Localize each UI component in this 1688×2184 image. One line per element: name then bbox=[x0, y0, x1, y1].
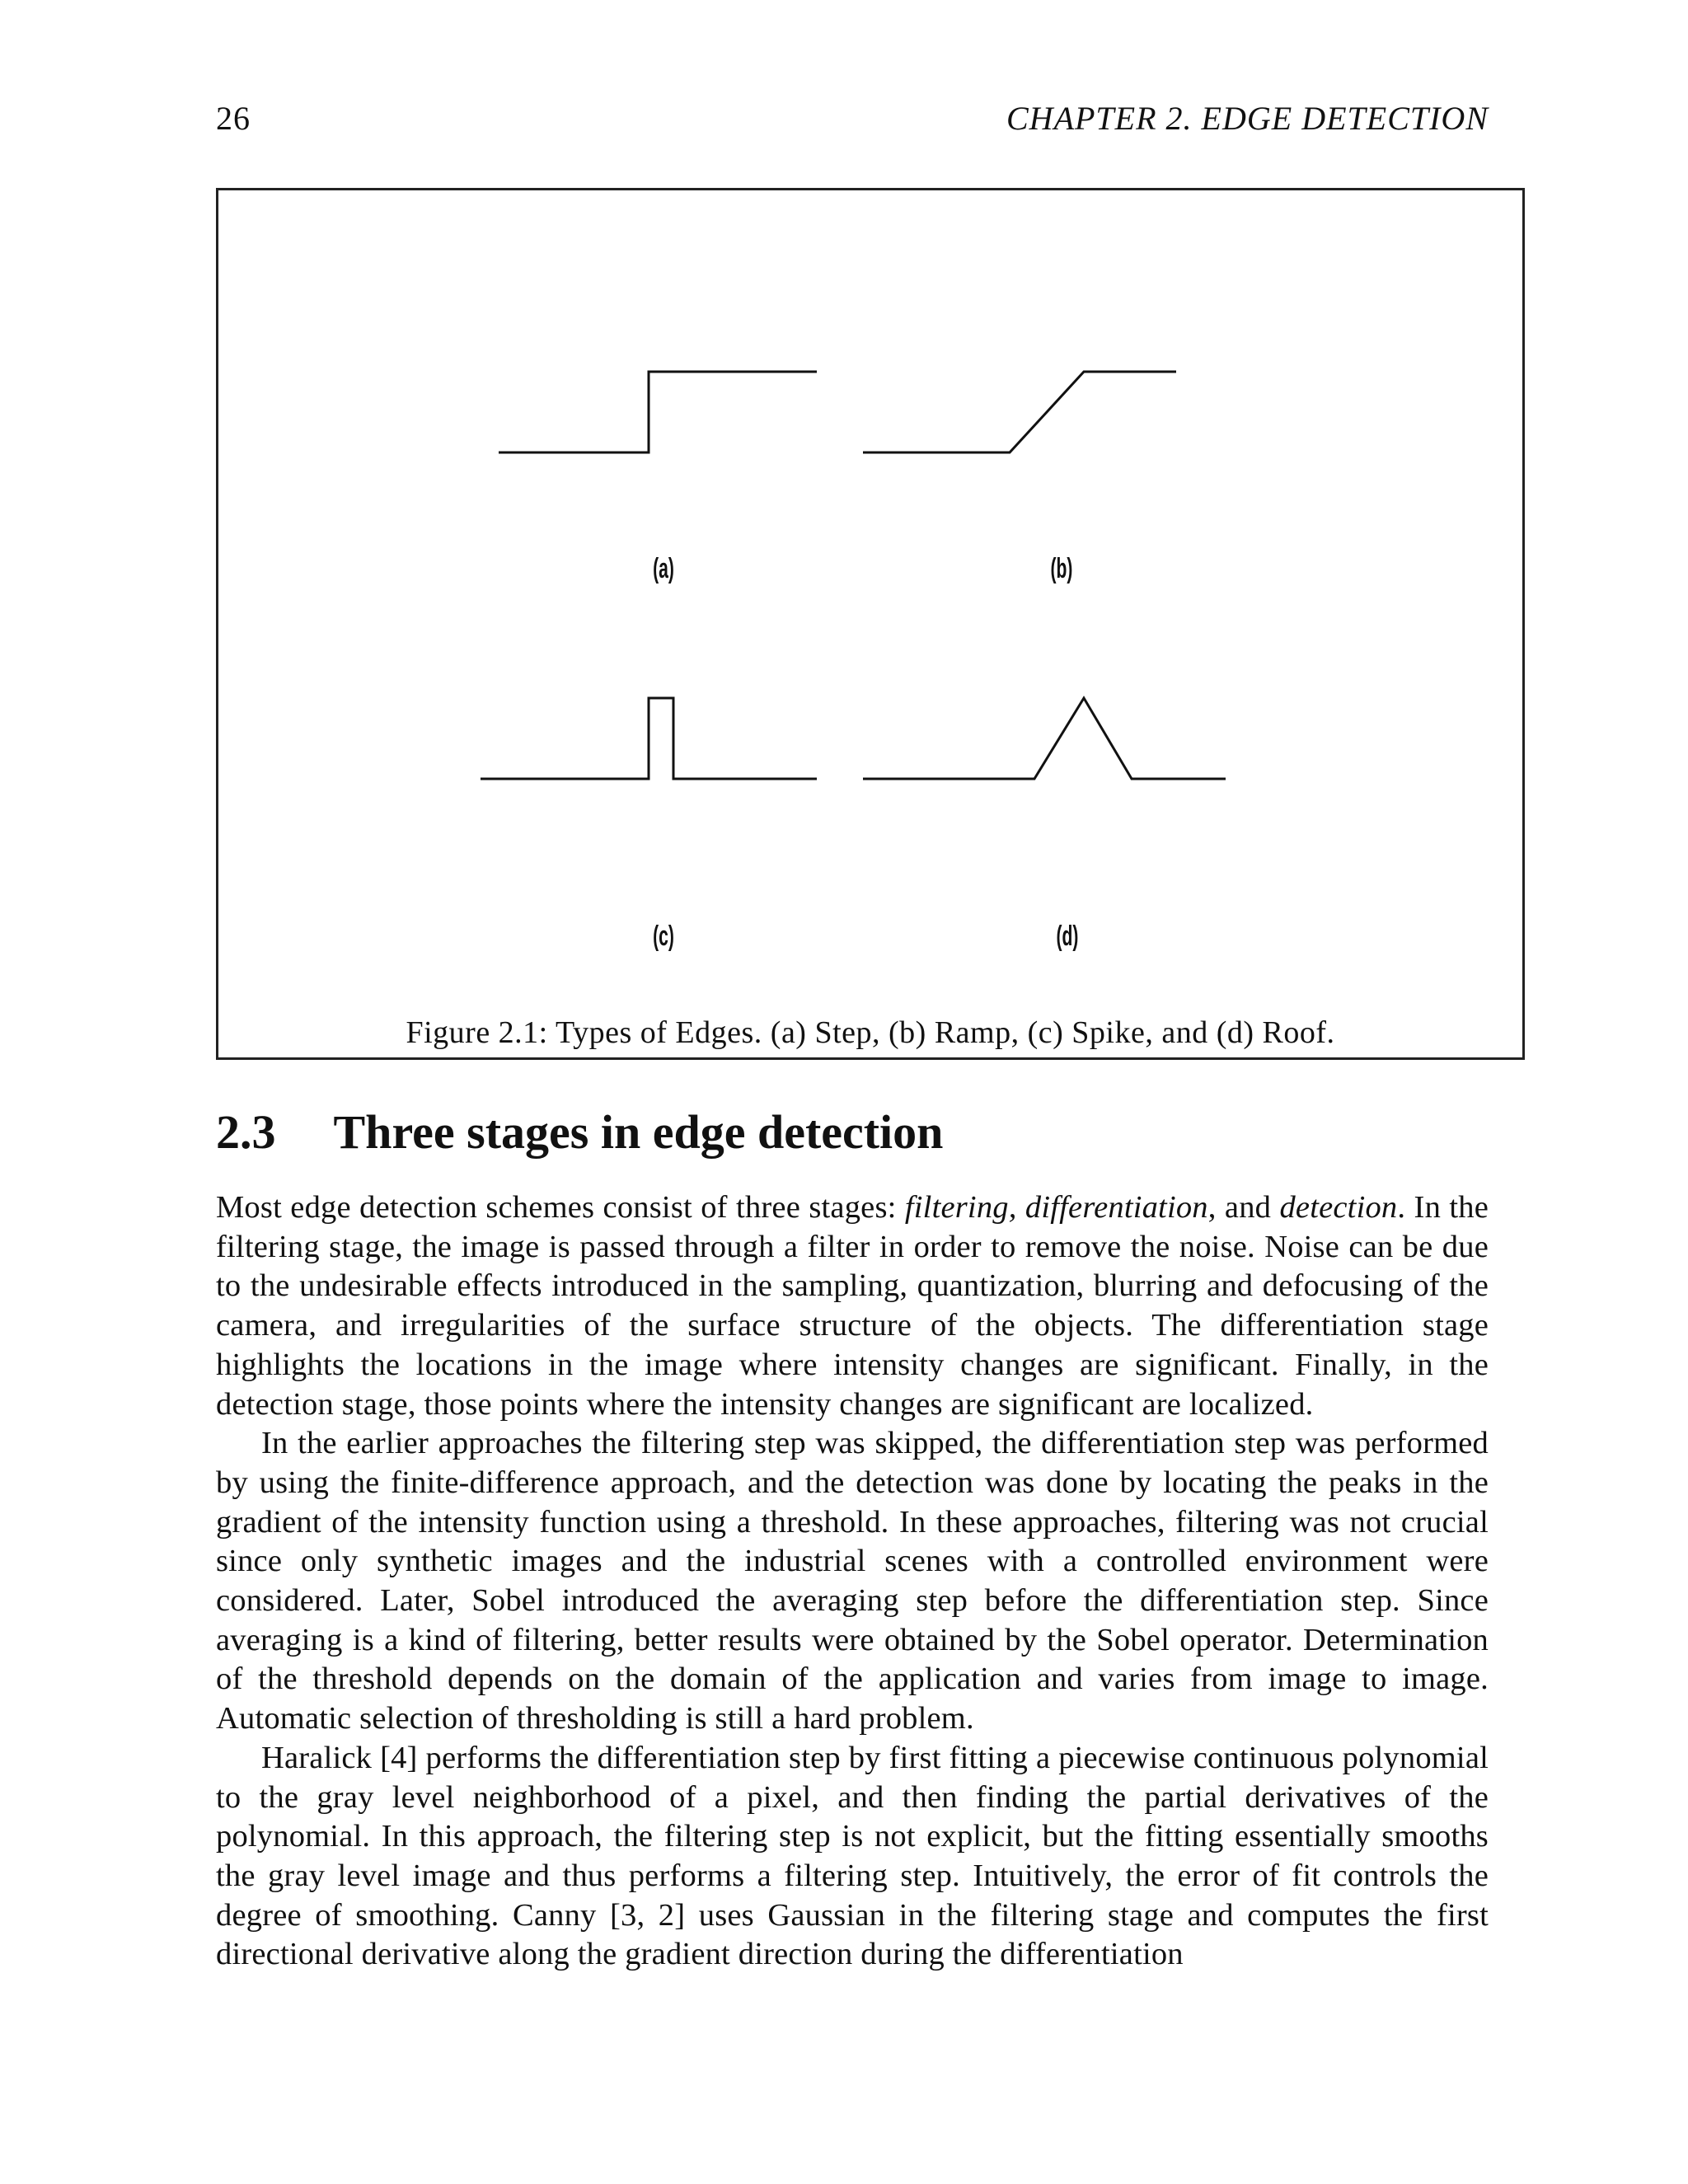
spike-edge-profile bbox=[481, 698, 817, 779]
panel-label-a: (a) bbox=[653, 553, 674, 584]
panel-label-d: (d) bbox=[1056, 921, 1079, 952]
panel-label-c: (c) bbox=[653, 921, 674, 952]
chapter-title: CHAPTER 2. EDGE DETECTION bbox=[1006, 100, 1489, 137]
emphasis-filtering-differentiation: filtering, differentiation bbox=[904, 1190, 1208, 1225]
step-edge-profile bbox=[499, 372, 817, 452]
page-number: 26 bbox=[216, 100, 251, 137]
section-number: 2.3 bbox=[216, 1105, 276, 1159]
paragraph-1-text-c: . In the filtering stage, the image is passed through a filter in order to remove the noise. Noise can be due to the undesirable effects introduced in the sampling, quantization, blurring and defocusing of the camera, and irregularities of the surface structure of the objects. The differentiation stage highlights the locations in the image where intensity changes are significant. Finally, in the detection stage, those points where the intensity changes are significant are localized. bbox=[216, 1190, 1489, 1422]
section-heading bbox=[216, 1104, 943, 1160]
paragraph-1-text-b: , and bbox=[1207, 1190, 1280, 1225]
paragraph-3: Haralick [4] performs the differentiation step by first fitting a piecewise continuous polynomial to the gray level neighborhood of a pixel, and then finding the partial derivatives of the polynomial. In this approach, the filtering step is not explicit, but the fitting essentially smooths the gray level image and thus performs a filtering step. Intuitively, the error of fit controls the degree of smoothing. Canny [3, 2] uses Gaussian in the filtering stage and computes the first directional derivative along the gradient direction during the differentiation bbox=[216, 1740, 1489, 1972]
paragraph-2: In the earlier approaches the filtering step was skipped, the differentiation step was performed by using the finite-difference approach, and the detection was done by locating the peaks in the gradient of the intensity function using a threshold. In these approaches, filtering was not crucial since only synthetic images and the industrial scenes with a controlled environment were considered. Later, Sobel introduced the averaging step before the differentiation step. Since averaging is a kind of filtering, better results were obtained by the Sobel operator. Determination of the threshold depends on the domain of the application and varies from image to image. Automatic selection of thresholding is still a hard problem. bbox=[216, 1426, 1489, 1736]
section-title: Three stages in edge detection bbox=[333, 1105, 944, 1159]
panel-label-b: (b) bbox=[1050, 553, 1073, 584]
roof-edge-profile bbox=[863, 698, 1226, 779]
paragraph-1-text-a: Most edge detection schemes consist of three stages: bbox=[216, 1190, 905, 1225]
running-head bbox=[216, 99, 1489, 138]
figure-caption: Figure 2.1: Types of Edges. (a) Step, (b) Ramp, (c) Spike, and (d) Roof. bbox=[406, 1015, 1335, 1050]
paragraph-1 bbox=[216, 1188, 1489, 1424]
edge-profiles-diagram bbox=[218, 190, 1527, 1062]
body-text bbox=[216, 1188, 1489, 1975]
figure-edge-types bbox=[216, 188, 1525, 1060]
emphasis-detection: detection bbox=[1279, 1190, 1398, 1225]
ramp-edge-profile bbox=[863, 372, 1176, 452]
